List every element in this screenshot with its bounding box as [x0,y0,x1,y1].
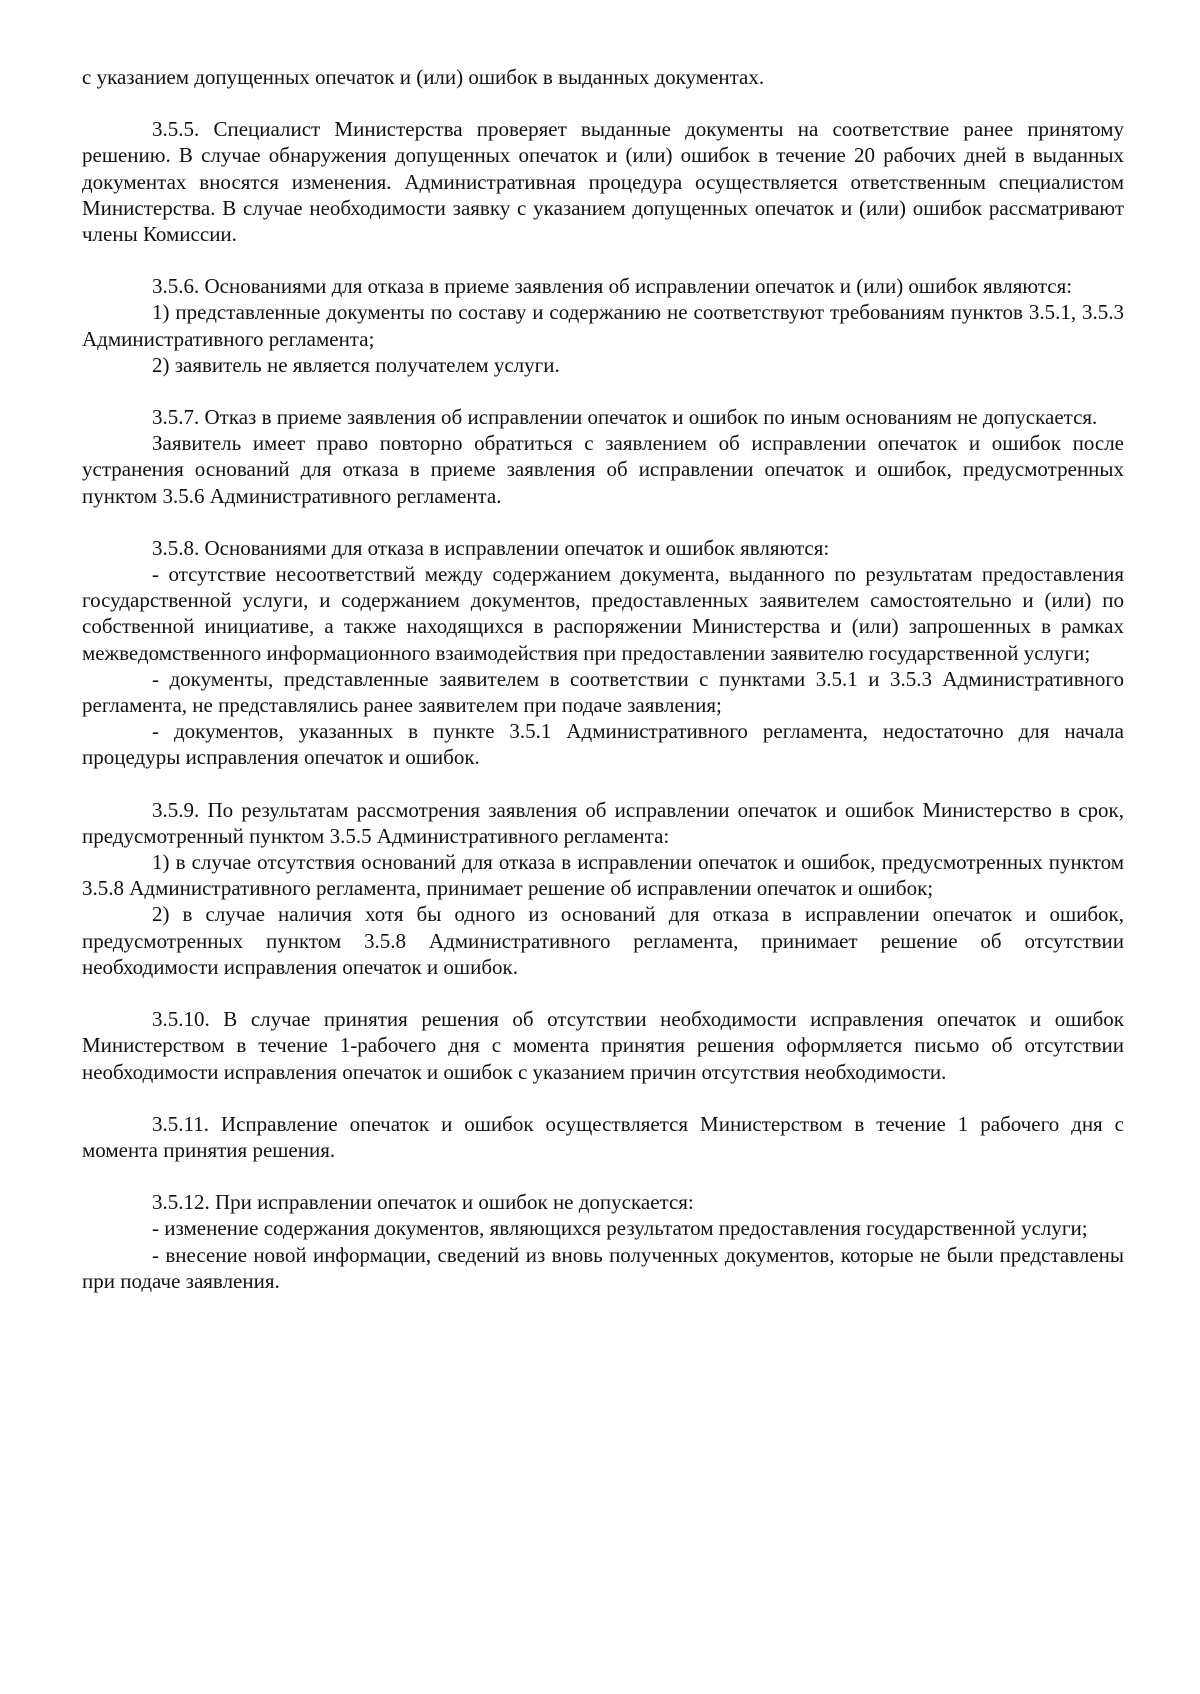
paragraph-3-5-6: 3.5.6. Основаниями для отказа в приеме заявления об исправлении опечаток и (или) ошибок являются: [152,274,1073,299]
paragraph-continuation: с указанием допущенных опечаток и (или) ошибок в выданных документах. [82,65,765,89]
paragraph-3-5-12: 3.5.12. При исправлении опечаток и ошибок не допускается: [152,1190,694,1215]
list-item-3-5-8-2: - документы, представленные заявителем в соответствии с пунктами 3.5.1 и 3.5.3 Административного регламента, не представлялись ранее заявителем при подаче заявления; [82,666,1124,718]
paragraph-3-5-11: 3.5.11. Исправление опечаток и ошибок осуществляется Министерством в течение 1 рабочего дня с момента принятия решения. [82,1111,1124,1162]
paragraph-3-5-8: 3.5.8. Основаниями для отказа в исправлении опечаток и ошибок являются: [152,535,830,560]
list-item-3-5-6-1: 1) представленные документы по составу и содержанию не соответствуют требованиям пунктов 3.5.1, 3.5.3 Административного регламента; [82,300,1124,351]
paragraph-3-5-7: 3.5.7. Отказ в приеме заявления об исправлении опечаток и ошибок по иным основаниям не допускается. [152,405,1098,430]
list-item-3-5-6-2: 2) заявитель не является получателем услуги. [152,352,560,377]
list-item-3-5-8-3: - документов, указанных в пункте 3.5.1 Административного регламента, недостаточно для начала процедуры исправления опечаток и ошибок. [82,719,1124,770]
paragraph-3-5-9: 3.5.9. По результатам рассмотрения заявления об исправлении опечаток и ошибок Министерство в срок, предусмотренный пунктом 3.5.5 Административного регламента: [82,797,1124,848]
list-item-3-5-9-1: 1) в случае отсутствия оснований для отказа в исправлении опечаток и ошибок, предусмотренных пунктом 3.5.8 Административного регламента, принимает решение об исправлении опечаток и ошибок; [82,850,1124,901]
list-item-3-5-9-2: 2) в случае наличия хотя бы одного из оснований для отказа в исправлении опечаток и ошибок, предусмотренных пунктом 3.5.8 Административного регламента, принимает решение об отсутствии необходимости исправления опечаток и ошибок. [82,902,1124,979]
list-item-3-5-12-2: - внесение новой информации, сведений из вновь полученных документов, которые не были представлены при подаче заявления. [82,1242,1124,1293]
paragraph-3-5-5: 3.5.5. Специалист Министерства проверяет выданные документы на соответствие ранее принятому решению. В случае обнаружения допущенных опечаток и (или) ошибок в течение 20 рабочих дней в выданных документах вносятся изменения. Административная процедура осуществляется ответственным специалистом Министерства. В случае необходимости заявку с указанием допущенных опечаток и (или) ошибок рассматривают члены Комиссии. [82,117,1124,247]
paragraph-3-5-7-applicant-right: Заявитель имеет право повторно обратиться с заявлением об исправлении опечаток и ошибок после устранения оснований для отказа в приеме заявления об исправлении опечаток и ошибок, предусмотренных пунктом 3.5.6 Административного регламента. [82,431,1124,508]
list-item-3-5-8-1: - отсутствие несоответствий между содержанием документа, выданного по результатам предоставления государственной услуги, и содержанием документов, предоставленных заявителем самостоятельно и (или) по собственной инициативе, а также находящихся в распоряжении Министерства и (или) запрошенных в рамках межведомственного информационного взаимодействия при предоставлении заявителю государственной услуги; [82,562,1124,665]
list-item-3-5-12-1: - изменение содержания документов, являющихся результатом предоставления государственной услуги; [152,1216,1088,1241]
paragraph-3-5-10: 3.5.10. В случае принятия решения об отсутствии необходимости исправления опечаток и ошибок Министерством в течение 1-рабочего дня с момента принятия решения оформляется письмо об отсутствии необходимости исправления опечаток и ошибок с указанием причин отсутствия необходимости. [82,1007,1124,1084]
